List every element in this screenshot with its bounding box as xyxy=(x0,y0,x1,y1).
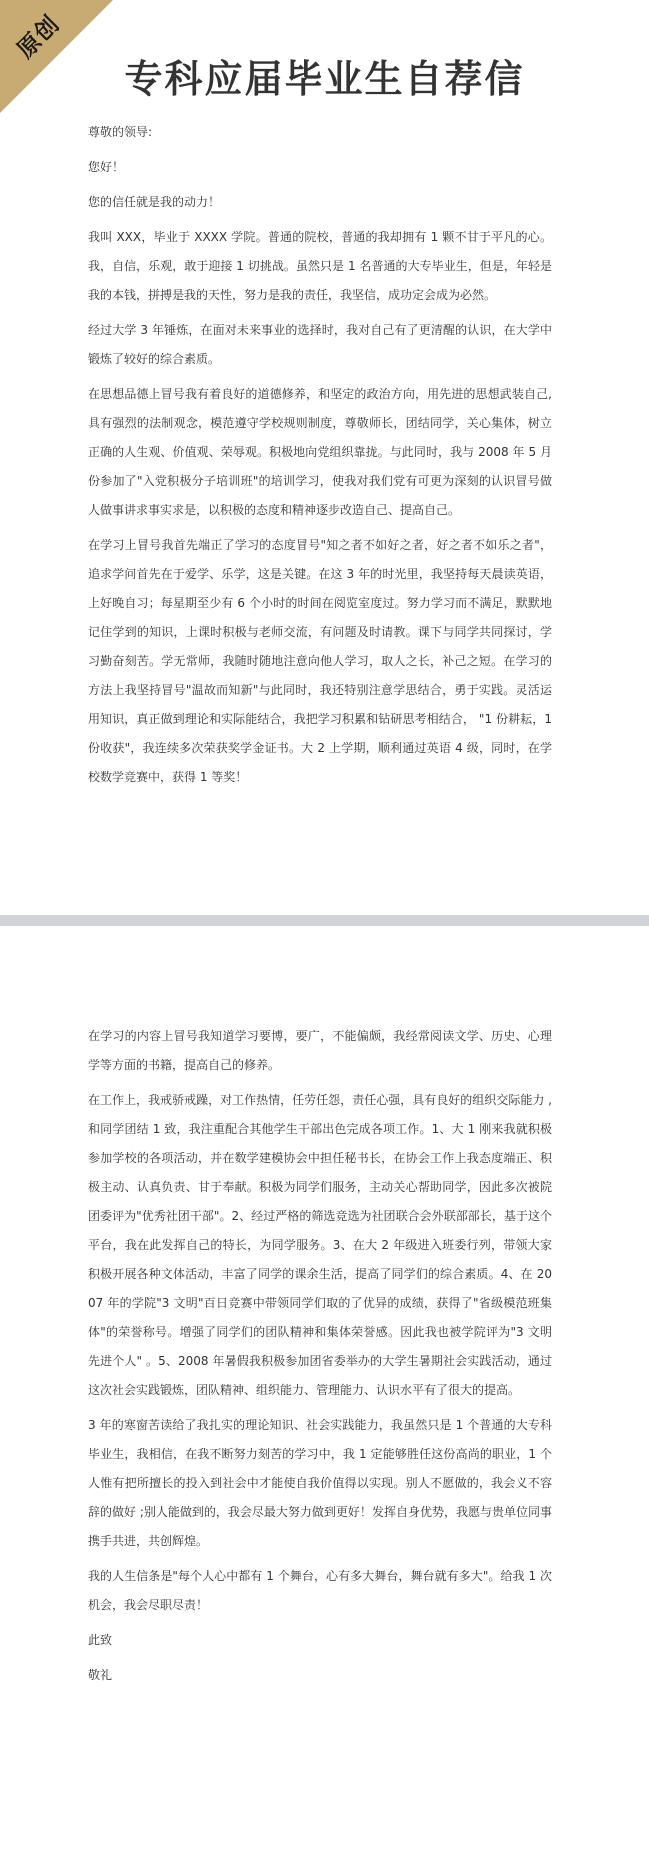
letter-body-page-2 xyxy=(88,1022,552,1696)
closing-cizhi: 此致 xyxy=(88,1633,113,1647)
paragraph-ideology: 在思想品德上冒号我有着良好的道德修养，和坚定的政治方向，用先进的思想武装自己,具有强烈的法制观念，模范遵守学校规则制度，尊敬师长，团结同学，关心集体，树立正确的人生观、价值观、荣辱观。积极地向党组织靠拢。与此同时，我与 2008 年 5 月份参加了"入党积极分子培训班"的培训学习，使我对我们党有可更为深刻的认识冒号做人做事讲求事实求是，以积极的态度和精神逐步改造自己、提高自己。 xyxy=(88,387,552,517)
original-badge-label: 原创 xyxy=(12,11,65,64)
paragraph-work: 在工作上，我戒骄戒躁，对工作热情，任劳任怨，责任心强，具有良好的组织交际能力 ,和同学团结 1 致，我注重配合其他学生干部出色完成各项工作。1、大 1 刚来我就积极参加学校的各项活动，并在数学建模协会中担任秘书长，在协会工作上我态度端正、积极主动、认真负责、甘于奉献。积极为同学们服务，主动关心帮助同学，因此多次被院团委评为"优秀社团干部"。2、经过严格的筛选竞选为社团联合会外联部部长，基于这个平台，我在此发挥自己的特长，为同学服务。3、在大 2 年级进入班委行列，带领大家积极开展各种文体活动，丰富了同学的课余生活，提高了同学们的综合素质。4、在 2007 年的学院"3 文明"百日竞赛中带领同学们取的了优异的成绩，获得了"省级模范班集体"的荣誉称号。增强了同学们的团队精神和集体荣誉感。因此我也被学院评为"3 文明先进个人" 。5、2008 年暑假我积极参加团省委举办的大学生暑期社会实践活动，通过这次社会实践锻炼，团队精神、组织能力、管理能力、认识水平有了很大的提高。 xyxy=(88,1093,552,1397)
salutation: 尊敬的领导: xyxy=(88,125,153,139)
document-page-1 xyxy=(0,0,649,915)
document-title: 专科应届毕业生自荐信 xyxy=(124,57,525,101)
paragraph-motto: 我的人生信条是"每个人心中都有 1 个舞台，心有多大舞台，舞台就有多大"。给我 1 次机会，我会尽职尽责！ xyxy=(88,1569,552,1612)
paragraph-college-summary: 经过大学 3 年锤炼，在面对未来事业的选择时，我对自己有了更清醒的认识，在大学中锻炼了较好的综合素质。 xyxy=(88,323,552,366)
page-separator xyxy=(0,915,649,926)
greeting: 您好！ xyxy=(88,160,125,174)
letter-body-page-1 xyxy=(88,118,552,798)
paragraph-introduction: 我叫 XXX，毕业于 XXXX 学院。普通的院校，普通的我却拥有 1 颗不甘于平凡的心。 我，自信，乐观，敢于迎接 1 切挑战。虽然只是 1 名普通的大专毕业生，但是，年轻是我的本钱，拼搏是我的天性，努力是我的责任，我坚信，成功定会成为必然。 xyxy=(88,230,552,302)
paragraph-study: 在学习上冒号我首先端正了学习的态度冒号"知之者不如好之者，好之者不如乐之者"，追求学问首先在于爱学、乐学，这是关键。在这 3 年的时光里，我坚持每天晨读英语，上好晚自习；每星期至少有 6 个小时的时间在阅览室度过。努力学习而不满足，默默地记住学到的知识，上课时积极与老师交流，有问题及时请教。课下与同学共同探讨，学习勤奋刻苦。学无常师，我随时随地注意向他人学习，取人之长，补己之短。在学习的方法上我坚持冒号"温故而知新"与此同时，我还特别注意学思结合，勇于实践。灵活运用知识，真正做到理论和实际能结合，我把学习积累和钻研思考相结合， "1 份耕耘，1 份收获"，我连续多次荣获奖学金证书。大 2 上学期，顺利通过英语 4 级，同时，在学校数学竞赛中，获得 1 等奖！ xyxy=(88,538,552,784)
opening-line: 您的信任就是我的动力！ xyxy=(88,195,221,209)
paragraph-study-content: 在学习的内容上冒号我知道学习要博，要广，不能偏颇，我经常阅读文学、历史、心理学等方面的书籍，提高自己的修养。 xyxy=(88,1029,552,1072)
paragraph-conclusion: 3 年的寒窗苦读给了我扎实的理论知识、社会实践能力，我虽然只是 1 个普通的大专科毕业生，我相信，在我不断努力刻苦的学习中，我 1 定能够胜任这份高尚的职业，1 个人惟有把所擅长的投入到社会中才能使自我价值得以实现。别人不愿做的，我会义不容辞的做好 ;别人能做到的，我会尽最大努力做到更好！发挥自身优势，我愿与贵单位同事携手共进，共创辉煌。 xyxy=(88,1418,552,1548)
closing-jingli: 敬礼 xyxy=(88,1668,113,1682)
document-page-2 xyxy=(0,926,649,1859)
